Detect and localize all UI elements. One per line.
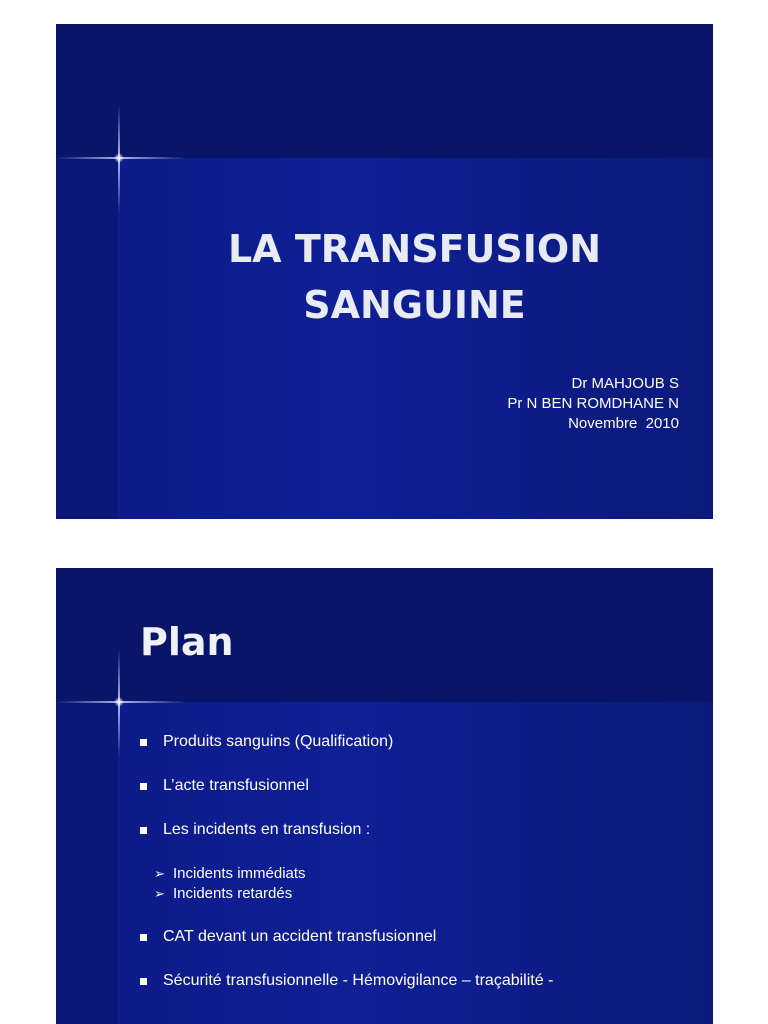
arrow-bullet-icon: ➢ — [154, 886, 165, 901]
square-bullet-icon — [140, 934, 147, 941]
list-item — [140, 776, 309, 796]
light-flare-icon — [114, 697, 124, 707]
list-item — [140, 820, 370, 840]
presentation-date: Novembre 2010 — [568, 415, 679, 432]
light-flare-icon — [114, 153, 124, 163]
plan-slide — [56, 568, 713, 1024]
slide-title: Plan — [140, 620, 234, 664]
slide-title — [126, 221, 703, 333]
slide-left-band — [56, 158, 118, 519]
square-bullet-icon — [140, 783, 147, 790]
list-item-text: Sécurité transfusionnelle - Hémovigilance – traçabilité - — [163, 972, 554, 989]
sub-list-item — [120, 864, 306, 884]
list-item-text: CAT devant un accident transfusionnel — [163, 928, 437, 945]
arrow-bullet-icon: ➢ — [154, 866, 165, 881]
list-item — [140, 927, 436, 947]
author-1: Dr MAHJOUB S — [571, 375, 679, 392]
square-bullet-icon — [140, 739, 147, 746]
sub-list-item-text: Incidents retardés — [173, 885, 293, 902]
list-item-text: Les incidents en transfusion : — [163, 821, 371, 838]
list-item — [140, 971, 553, 991]
title-slide — [56, 24, 713, 519]
sub-list-item — [120, 884, 292, 904]
title-line-2: SANGUINE — [303, 283, 526, 327]
slide-header-band — [56, 24, 713, 158]
author-2: Pr N BEN ROMDHANE N — [507, 395, 679, 412]
sub-list-item-text: Incidents immédiats — [173, 865, 306, 882]
slide-left-band — [56, 702, 118, 1024]
list-item — [140, 732, 393, 752]
list-item-text: L’acte transfusionnel — [163, 777, 309, 794]
square-bullet-icon — [140, 827, 147, 834]
title-line-1: LA TRANSFUSION — [227, 227, 602, 271]
authors-block — [507, 374, 679, 434]
square-bullet-icon — [140, 978, 147, 985]
list-item-text: Produits sanguins (Qualification) — [163, 733, 394, 750]
